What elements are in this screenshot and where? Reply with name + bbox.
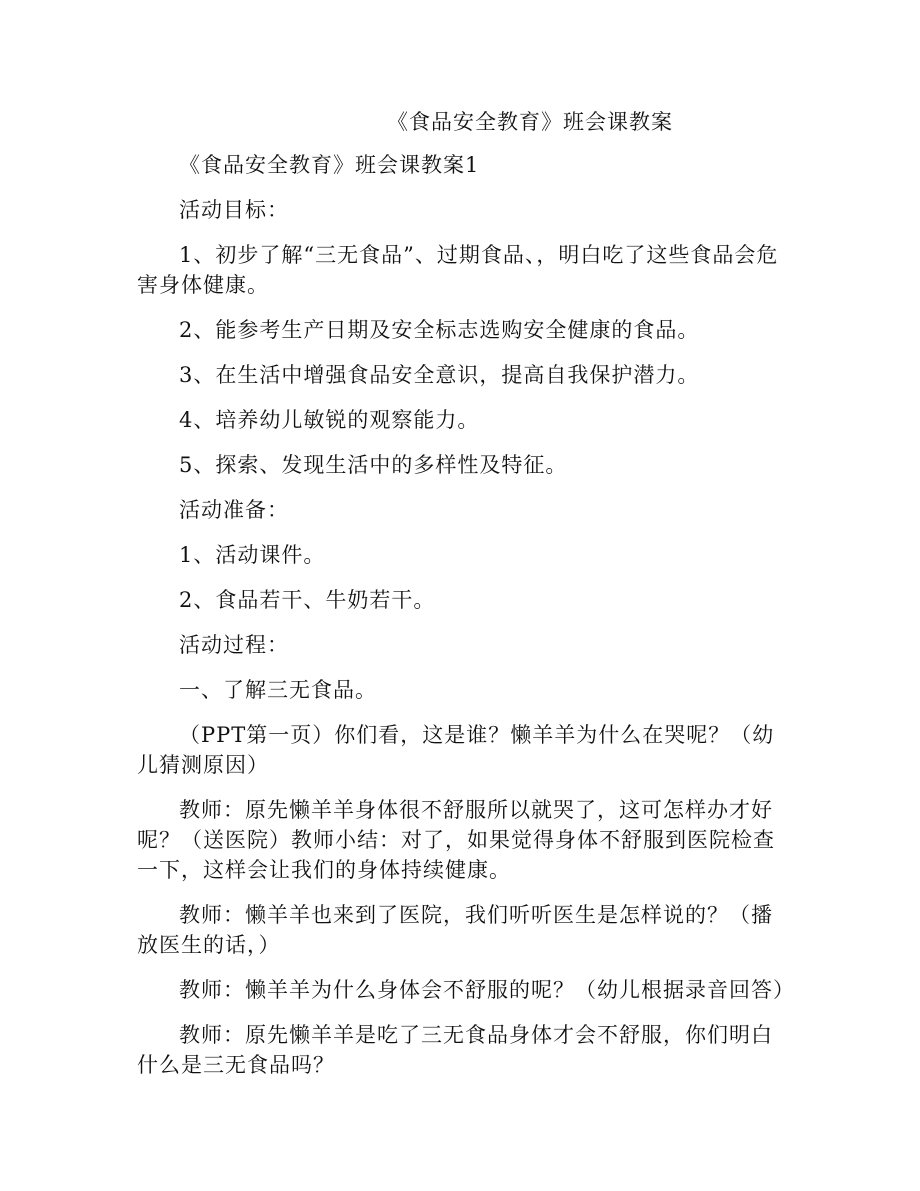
paragraph: 2、食品若干、牛奶若干。	[179, 588, 436, 612]
document-body	[137, 150, 795, 1095]
paragraph: 教师：原先懒羊羊身体很不舒服所以就哭了，这可怎样办才好呢？（送医院）教师小结：对了，如果觉得身体不舒服到医院检查一下，这样会让我们的身体持续健康。	[137, 798, 775, 882]
paragraph: 5、探索、发现生活中的多样性及特征。	[179, 453, 568, 477]
paragraph: 教师：懒羊羊为什么身体会不舒服的呢？（幼儿根据录音回答）	[179, 978, 795, 1002]
paragraph: 1、活动课件。	[179, 543, 326, 567]
paragraph: 教师：懒羊羊也来到了医院，我们听听医生是怎样说的？（播放医生的话，）	[137, 903, 773, 957]
paragraph: 活动目标：	[179, 198, 289, 222]
paragraph: 活动过程：	[179, 633, 289, 657]
paragraph: 2、能参考生产日期及安全标志选购安全健康的食品。	[179, 318, 700, 342]
paragraph: 活动准备：	[179, 498, 289, 522]
paragraph: 3、在生活中增强食品安全意识，提高自我保护潜力。	[179, 363, 700, 387]
document-title: 《食品安全教育》班会课教案	[387, 110, 673, 134]
paragraph: 1、初步了解“三无食品”、过期食品、，明白吃了这些食品会危害身体健康。	[137, 243, 779, 297]
paragraph: 一、了解三无食品。	[179, 678, 377, 702]
paragraph: 教师：原先懒羊羊是吃了三无食品身体才会不舒服，你们明白什么是三无食品吗？	[137, 1023, 773, 1077]
section-heading: 《食品安全教育》班会课教案1	[179, 153, 480, 177]
paragraph: 4、培养幼儿敏锐的观察能力。	[179, 408, 480, 432]
paragraph: （PPT第一页）你们看，这是谁？懒羊羊为什么在哭呢？（幼儿猜测原因）	[137, 723, 775, 777]
